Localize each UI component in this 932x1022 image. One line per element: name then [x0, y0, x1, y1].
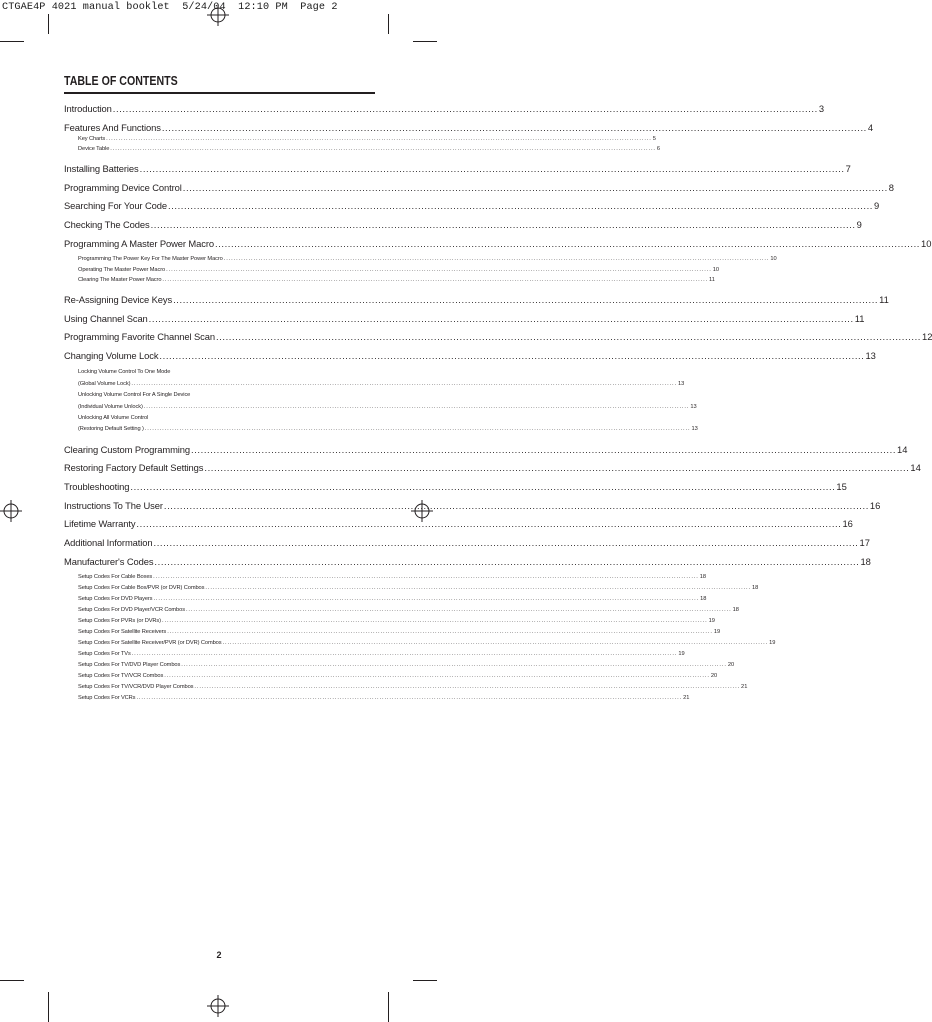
toc-subentry	[78, 640, 776, 648]
dot-leader: ............................................................................................................................................................................................................................	[112, 103, 818, 114]
dot-leader: ............................................................................................................................................................................................................................	[143, 404, 690, 410]
toc-entry-page: 19	[708, 618, 715, 624]
dot-leader: ............................................................................................................................................................................................................................	[163, 500, 869, 511]
toc-entry-page: 14	[910, 462, 921, 473]
toc-entry-page: 20	[727, 662, 735, 668]
toc-entry-label: Clearing Custom Programming	[64, 444, 190, 455]
toc-subentry	[78, 684, 748, 692]
toc-entry-label: Changing Volume Lock	[64, 350, 159, 361]
dot-leader: ............................................................................................................................................................................................................................	[139, 163, 845, 174]
dot-leader: ............................................................................................................................................................................................................................	[164, 673, 710, 679]
dot-leader: ............................................................................................................................................................................................................................	[110, 146, 656, 152]
dot-leader: ............................................................................................................................................................................................................................	[205, 585, 752, 591]
toc-entry	[64, 238, 932, 250]
toc-subentry	[78, 695, 690, 703]
toc-entry-label: Programming Device Control	[64, 182, 182, 193]
toc-entry	[64, 462, 921, 474]
toc-entry-page: 12	[921, 331, 932, 342]
toc-entry	[64, 219, 862, 231]
toc-entry-label: Setup Codes For VCRs	[78, 695, 136, 701]
toc-subentry	[78, 618, 715, 626]
toc-entry-label: Unlocking All Volume Control	[78, 415, 149, 421]
toc-entry-label: Unlocking Volume Control For A Single Device	[78, 392, 191, 398]
registration-mark-top-icon	[207, 4, 229, 26]
toc-entry-label: Lifetime Warranty	[64, 518, 136, 529]
registration-mark-left-icon	[0, 500, 22, 522]
toc-subentry	[78, 381, 685, 389]
dot-leader: ............................................................................................................................................................................................................................	[136, 695, 683, 701]
toc-entry	[64, 200, 880, 212]
crop-mark-bottom-left-horizontal	[0, 980, 24, 981]
crop-mark-bottom-right-vertical	[388, 992, 389, 1022]
toc-subentry	[78, 392, 375, 400]
title-rule	[64, 92, 375, 94]
dot-leader: ............................................................................................................................................................................................................................	[223, 256, 770, 262]
registration-mark-bottom-icon	[207, 995, 229, 1017]
toc-entry-label: Setup Codes For Satellite Receiver/PVR (or DVR) Combos	[78, 640, 222, 646]
toc-entry-label: Introduction	[64, 103, 112, 114]
toc-entry-page: 19	[678, 651, 685, 657]
toc-entry-page: 20	[710, 673, 718, 679]
crop-mark-top-left-horizontal	[0, 41, 24, 42]
toc-entry-page: 6	[656, 146, 661, 152]
toc-entry-label: Setup Codes For DVD Player/VCR Combos	[78, 607, 185, 613]
dot-leader: ............................................................................................................................................................................................................................	[161, 122, 867, 133]
toc-subentry	[78, 404, 697, 412]
toc-entry-label: Setup Codes For DVD Players	[78, 596, 153, 602]
toc-entry-page: 11	[709, 277, 715, 283]
dot-leader: ............................................................................................................................................................................................................................	[106, 136, 652, 142]
toc-entry-page: 14	[897, 444, 908, 455]
dot-leader: ............................................................................................................................................................................................................................	[167, 629, 713, 635]
toc-entry	[64, 103, 825, 115]
toc-subentry	[78, 574, 707, 582]
toc-entry-label: Setup Codes For Cable Boxes	[78, 574, 153, 580]
toc-entry-label: (Individual Volume Unlock)	[78, 404, 143, 410]
toc-subentry	[78, 596, 707, 604]
dot-leader: ............................................................................................................................................................................................................................	[215, 331, 921, 342]
toc-entry-label: Setup Codes For TV/VCR Combos	[78, 673, 164, 679]
toc-entry-label: Setup Codes For TV/DVD Player Combos	[78, 662, 181, 668]
toc-entry-label: Setup Codes For PVRs (or DVRs)	[78, 618, 161, 624]
toc-subentry	[78, 146, 661, 154]
toc-entry	[64, 331, 932, 343]
toc-entry-page: 13	[691, 426, 698, 432]
toc-entry-page: 13	[690, 404, 697, 410]
dot-leader: ............................................................................................................................................................................................................................	[148, 313, 854, 324]
toc-entry-label: Setup Codes For TV/VCR/DVD Player Combos	[78, 684, 194, 690]
toc-entry-page: 13	[678, 381, 685, 387]
toc-subentry	[78, 256, 777, 264]
toc-entry-page: 18	[732, 607, 739, 613]
toc-entry-page: 11	[854, 313, 865, 324]
dot-leader: ............................................................................................................................................................................................................................	[181, 662, 727, 668]
crop-mark-bottom-right-horizontal	[413, 980, 437, 981]
toc-entry-page: 18	[700, 596, 707, 602]
dot-leader: ............................................................................................................................................................................................................................	[161, 618, 708, 624]
toc-entry-page: 16	[869, 500, 881, 511]
toc-entry-label: Device Table	[78, 146, 110, 152]
toc-entry	[64, 313, 865, 325]
toc-entry-label: Searching For Your Code	[64, 200, 167, 211]
dot-leader: ............................................................................................................................................................................................................................	[194, 684, 741, 690]
toc-entry-label: Locking Volume Control To One Mode	[78, 369, 171, 375]
toc-entry-page: 17	[859, 537, 870, 548]
dot-leader: ............................................................................................................................................................................................................................	[166, 267, 712, 273]
toc-entry-page: 21	[741, 684, 748, 690]
dot-leader: ............................................................................................................................................................................................................................	[131, 381, 678, 387]
toc-entry	[64, 537, 870, 549]
toc-entry-label: Additional Information	[64, 537, 153, 548]
toc-entry-label: (Restoring Default Setting )	[78, 426, 144, 432]
toc-entry-page: 8	[888, 182, 895, 193]
toc-entry-label: Manufacturer's Codes	[64, 556, 154, 567]
dot-leader: ............................................................................................................................................................................................................................	[153, 574, 699, 580]
toc-subentry	[78, 369, 375, 377]
dot-leader: ............................................................................................................................................................................................................................	[154, 556, 860, 567]
dot-leader: ............................................................................................................................................................................................................................	[144, 426, 691, 432]
toc-entry	[64, 163, 851, 175]
toc-entry-label: Programming A Master Power Macro	[64, 238, 214, 249]
toc-entry-label: Checking The Codes	[64, 219, 150, 230]
toc-subentry	[78, 415, 375, 423]
toc-subentry	[78, 607, 739, 615]
dot-leader: ............................................................................................................................................................................................................................	[182, 182, 888, 193]
toc-entry-label: Installing Batteries	[64, 163, 139, 174]
toc-subentry	[78, 426, 698, 434]
toc-subentry	[78, 267, 720, 275]
toc-entry-page: 21	[683, 695, 690, 701]
toc-entry-page: 11	[879, 294, 889, 305]
toc-entry-page: 4	[867, 122, 874, 133]
toc-entry-label: Operating The Master Power Macro	[78, 267, 166, 273]
toc-subentry	[78, 629, 721, 637]
toc-entry-label: Setup Codes For TVs	[78, 651, 131, 657]
crop-mark-top-right-vertical	[388, 14, 389, 34]
toc-entry-page: 18	[699, 574, 707, 580]
toc-entry-label: Re-Assigning Device Keys	[64, 294, 173, 305]
toc-entry	[64, 294, 889, 306]
toc-entry-page: 9	[856, 219, 862, 230]
dot-leader: ............................................................................................................................................................................................................................	[162, 277, 709, 283]
crop-mark-bottom-left-vertical	[48, 992, 49, 1022]
dot-leader: ............................................................................................................................................................................................................................	[150, 219, 856, 230]
toc-entry-page: 15	[836, 481, 847, 492]
crop-mark-top-right-horizontal	[413, 41, 437, 42]
dot-leader: ............................................................................................................................................................................................................................	[131, 651, 678, 657]
toc-entry-label: Programming The Power Key For The Master Power Macro	[78, 256, 223, 262]
toc-entry-label: Restoring Factory Default Settings	[64, 462, 204, 473]
toc-entry-label: Key Charts	[78, 136, 106, 142]
dot-leader: ............................................................................................................................................................................................................................	[191, 444, 897, 455]
dot-leader: ............................................................................................................................................................................................................................	[222, 640, 769, 646]
printer-slug: CTGAE4P 4021 manual booklet 5/24/04 12:10 PM Page 2	[2, 2, 338, 13]
toc-entry	[64, 481, 847, 493]
toc-entry	[64, 350, 876, 362]
dot-leader: ............................................................................................................................................................................................................................	[130, 481, 836, 492]
toc-subentry	[78, 651, 685, 659]
toc-entry-page: 18	[860, 556, 871, 567]
toc-entry-label: Features And Functions	[64, 122, 161, 133]
dot-leader: ............................................................................................................................................................................................................................	[153, 596, 700, 602]
toc-entry-page: 3	[818, 103, 825, 114]
dot-leader: ............................................................................................................................................................................................................................	[214, 238, 921, 249]
toc-subentry	[78, 277, 715, 285]
toc-entry-label: Clearing The Master Power Macro	[78, 277, 162, 283]
toc-title: TABLE OF CONTENTS	[64, 74, 178, 88]
toc-entry	[64, 122, 874, 134]
toc-entry-page: 19	[713, 629, 721, 635]
toc-entry-label: Using Channel Scan	[64, 313, 148, 324]
toc-entry-page: 9	[874, 200, 880, 211]
page-number: 2	[216, 950, 222, 960]
toc-entry-page: 7	[845, 163, 851, 174]
toc-entry-label: Troubleshooting	[64, 481, 130, 492]
toc-entry-label: (Global Volume Lock)	[78, 381, 131, 387]
dot-leader: ............................................................................................................................................................................................................................	[173, 294, 879, 305]
toc-entry-page: 13	[865, 350, 876, 361]
toc-subentry	[78, 136, 656, 144]
toc-subentry	[78, 662, 735, 670]
dot-leader: ............................................................................................................................................................................................................................	[185, 607, 732, 613]
dot-leader: ............................................................................................................................................................................................................................	[167, 200, 874, 211]
toc-entry	[64, 518, 853, 530]
toc-entry	[64, 500, 881, 512]
toc-entry-page: 10	[770, 256, 777, 262]
toc-entry	[64, 444, 908, 456]
toc-entry	[64, 182, 895, 194]
toc-entry	[64, 556, 871, 568]
toc-entry-page: 10	[712, 267, 720, 273]
dot-leader: ............................................................................................................................................................................................................................	[136, 518, 842, 529]
toc-entry-page: 5	[652, 136, 656, 142]
dot-leader: ............................................................................................................................................................................................................................	[159, 350, 865, 361]
toc-entry-page: 18	[752, 585, 759, 591]
toc-entry-label: Setup Codes For Satellite Receivers	[78, 629, 167, 635]
toc-entry-page: 19	[769, 640, 776, 646]
dot-leader: ............................................................................................................................................................................................................................	[153, 537, 859, 548]
toc-entry-label: Programming Favorite Channel Scan	[64, 331, 215, 342]
dot-leader: ............................................................................................................................................................................................................................	[204, 462, 910, 473]
toc-subentry	[78, 585, 759, 593]
toc-subentry	[78, 673, 718, 681]
toc-entry-page: 10	[921, 238, 932, 249]
toc-entry-page: 16	[842, 518, 853, 529]
toc-entry-label: Setup Codes For Cable Box/PVR (or DVR) Combos	[78, 585, 205, 591]
toc-entry-label: Instructions To The User	[64, 500, 163, 511]
crop-mark-top-left-vertical	[48, 14, 49, 34]
